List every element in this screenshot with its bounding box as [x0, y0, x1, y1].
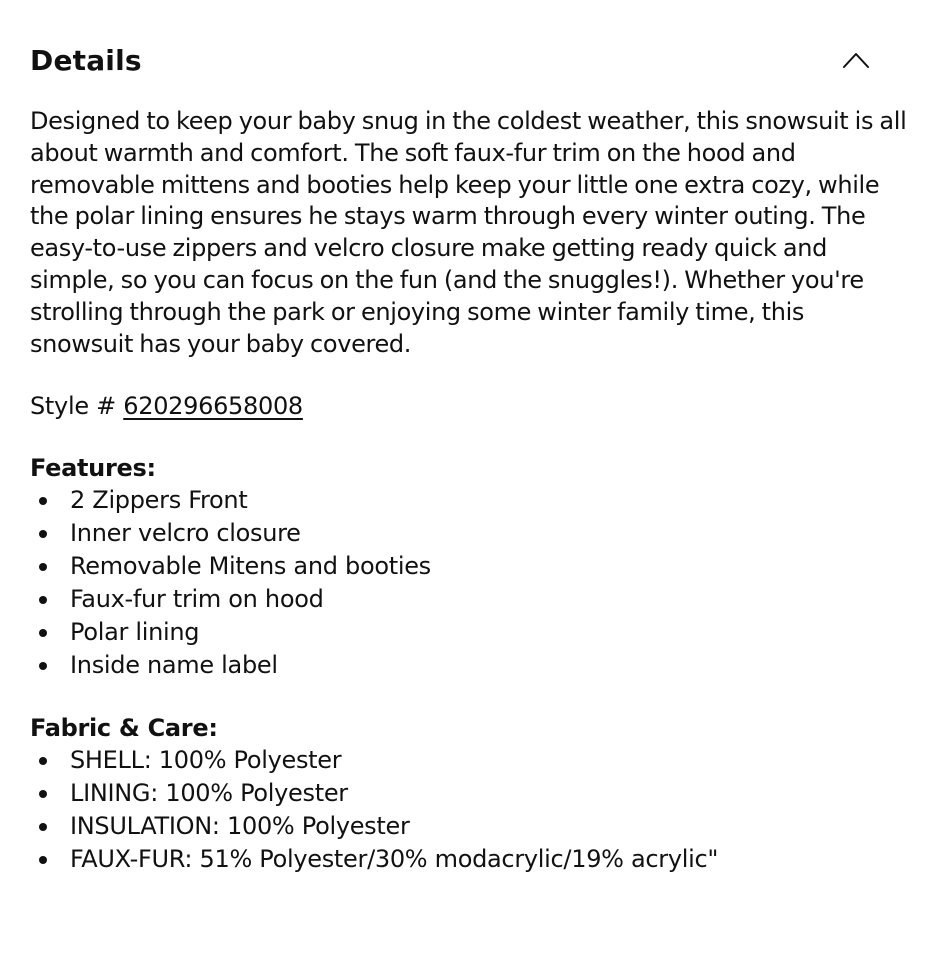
list-item [30, 517, 910, 550]
feature-text: 2 Zippers Front [70, 486, 248, 515]
bullet-icon [39, 823, 47, 831]
feature-text: Inner velcro closure [70, 519, 301, 548]
features-list [30, 484, 910, 682]
list-item [30, 810, 910, 843]
feature-text: Inside name label [70, 651, 278, 680]
bullet-icon [39, 497, 47, 505]
collapse-button[interactable] [838, 42, 874, 78]
feature-text: Faux-fur trim on hood [70, 585, 324, 614]
bullet-icon [39, 530, 47, 538]
list-item [30, 583, 910, 616]
fabric-care-list [30, 744, 910, 876]
feature-text: Removable Mitens and booties [70, 552, 431, 581]
fabric-text: FAUX-FUR: 51% Polyester/30% modacrylic/19% acrylic" [70, 845, 719, 874]
bullet-icon [39, 757, 47, 765]
details-content [30, 106, 910, 876]
details-title: Details [30, 43, 142, 77]
list-item [30, 843, 910, 876]
features-title: Features: [30, 454, 156, 483]
bullet-icon [39, 856, 47, 864]
details-header[interactable] [30, 38, 874, 82]
bullet-icon [39, 790, 47, 798]
style-label: Style # [30, 392, 124, 421]
feature-text: Polar lining [70, 618, 200, 647]
list-item [30, 550, 910, 583]
fabric-text: INSULATION: 100% Polyester [70, 812, 410, 841]
bullet-icon [39, 662, 47, 670]
bullet-icon [39, 596, 47, 604]
list-item [30, 616, 910, 649]
list-item [30, 744, 910, 777]
product-description: Designed to keep your baby snug in the coldest weather, this snowsuit is all about warmth and comfort. The soft faux-fur trim on the hood and removable mittens and booties help keep your little one extra cozy, while the polar lining ensures he stays warm through every winter outing. The easy-to-use zippers and velcro closure make getting ready quick and simple, so you can focus on the fun (and the snuggles!). Whether you're strolling through the park or enjoying some winter family time, this snowsuit has your baby covered. [30, 107, 907, 358]
style-number-link[interactable]: 620296658008 [123, 392, 303, 421]
fabric-text: LINING: 100% Polyester [70, 779, 348, 808]
style-line [30, 390, 910, 422]
bullet-icon [39, 629, 47, 637]
list-item [30, 649, 910, 682]
fabric-care-title: Fabric & Care: [30, 714, 218, 743]
bullet-icon [39, 563, 47, 571]
chevron-up-icon [842, 51, 870, 69]
list-item [30, 484, 910, 517]
list-item [30, 777, 910, 810]
fabric-text: SHELL: 100% Polyester [70, 746, 342, 775]
